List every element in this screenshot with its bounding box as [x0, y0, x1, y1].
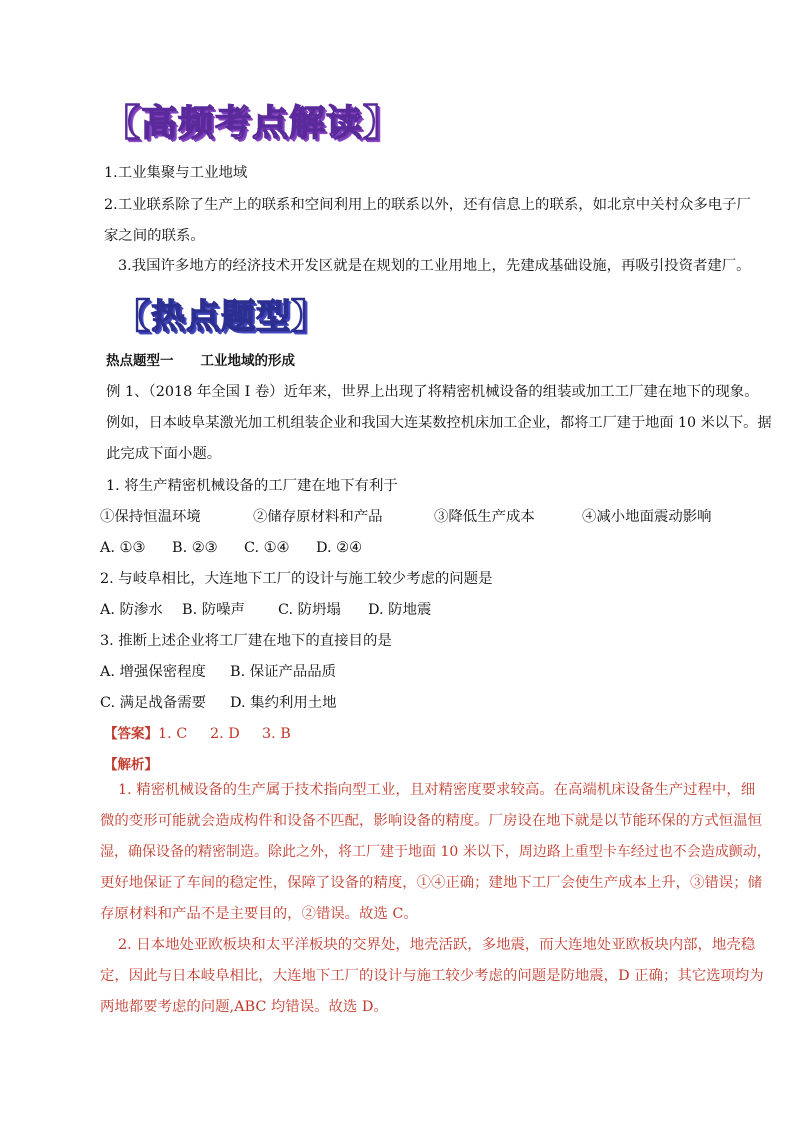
q1-choice: C. ①④ — [244, 540, 290, 556]
example-line-1: 例 1、（2018 年全国 I 卷）近年来，世界上出现了将精密机械设备的组装或加工工厂建在地下的现象。 — [106, 384, 759, 400]
q3-choice: D. 集约利用土地 — [230, 695, 337, 711]
q2-choices — [100, 600, 431, 620]
q2-choice: D. 防地震 — [368, 602, 432, 618]
answer-line — [104, 724, 291, 744]
banner-high-frequency-points — [104, 95, 400, 146]
q3-choices-row-1 — [100, 662, 336, 682]
point-2-cont: 家之间的联系。 — [104, 228, 205, 244]
analysis-label: 【解析】 — [104, 757, 158, 773]
analysis-line: 定，因此与日本岐阜相比，大连地下工厂的设计与施工较少考虑的问题是防地震，D 正确；其它选项均为 — [100, 968, 764, 984]
point-1: 1.工业集聚与工业地域 — [104, 165, 248, 181]
point-3: 3.我国许多地方的经济技术开发区就是在规划的工业用地上，先建成基础设施，再吸引投资者建厂。 — [118, 258, 751, 274]
answer: 2. D — [210, 726, 240, 742]
q3-choice: C. 满足战备需要 — [100, 695, 206, 711]
answer-label: 【答案】 — [104, 726, 158, 742]
topic-heading: 热点题型一 工业地域的形成 — [106, 353, 295, 369]
analysis-line: 1. 精密机械设备的生产属于技术指向型工业，且对精密度要求较高。在高端机床设备生产过程中，细 — [118, 782, 756, 798]
q3-choices-row-2 — [100, 693, 337, 713]
q2-choice: C. 防坍塌 — [278, 602, 341, 618]
analysis-line: 更好地保证了车间的稳定性，保障了设备的精度，①④正确；建地下工厂会使生产成本上升，③错误；储 — [100, 875, 762, 891]
q1-item: ④减小地面震动影响 — [582, 509, 712, 525]
analysis-line: 存原材料和产品不是主要目的，②错误。故选 C。 — [100, 906, 418, 922]
q1-choice: B. ②③ — [172, 540, 218, 556]
banner-hot-question-types — [116, 289, 326, 338]
analysis-line: 2. 日本地处亚欧板块和太平洋板块的交界处，地壳活跃，多地震，而大连地处亚欧板块内部，地壳稳 — [118, 937, 756, 953]
analysis-line: 微的变形可能就会造成构件和设备不匹配，影响设备的精度。厂房设在地下就是以节能环保的方式恒温恒 — [100, 813, 762, 829]
q3-choice: B. 保证产品品质 — [230, 664, 337, 680]
q1-items — [100, 507, 712, 527]
q1-choices — [100, 538, 362, 558]
q3-stem: 3. 推断上述企业将工厂建在地下的直接目的是 — [100, 633, 392, 649]
point-2: 2.工业联系除了生产上的联系和空间利用上的联系以外，还有信息上的联系，如北京中关村众多电子厂 — [104, 197, 751, 213]
analysis-line: 两地都要考虑的问题,ABC 均错误。故选 D。 — [100, 999, 388, 1015]
q2-stem: 2. 与岐阜相比，大连地下工厂的设计与施工较少考虑的问题是 — [100, 571, 493, 587]
answer: 1. C — [158, 726, 188, 742]
q2-choice: A. 防渗水 — [100, 602, 163, 618]
analysis-line: 湿，确保设备的精密制造。除此之外，将工厂建于地面 10 米以下，周边路上重型卡车经过也不会造成颤动， — [100, 844, 771, 860]
banner-title: 【高频考点解读】 — [104, 103, 401, 144]
q1-item: ②储存原材料和产品 — [253, 509, 383, 525]
q1-choice: D. ②④ — [316, 540, 362, 556]
example-line-3: 此完成下面小题。 — [106, 446, 222, 462]
q1-item: ③降低生产成本 — [434, 509, 535, 525]
q2-choice: B. 防噪声 — [182, 602, 245, 618]
q1-item: ①保持恒温环境 — [100, 509, 201, 525]
q1-stem: 1. 将生产精密机械设备的工厂建在地下有利于 — [106, 478, 398, 494]
q3-choice: A. 增强保密程度 — [100, 664, 206, 680]
answer: 3. B — [262, 726, 291, 742]
q1-choice: A. ①③ — [100, 540, 146, 556]
example-line-2: 例如，日本岐阜某激光加工机组装企业和我国大连某数控机床加工企业，都将工厂建于地面 10 米以下。据 — [106, 415, 772, 431]
banner-title: 【热点题型】 — [116, 297, 326, 337]
